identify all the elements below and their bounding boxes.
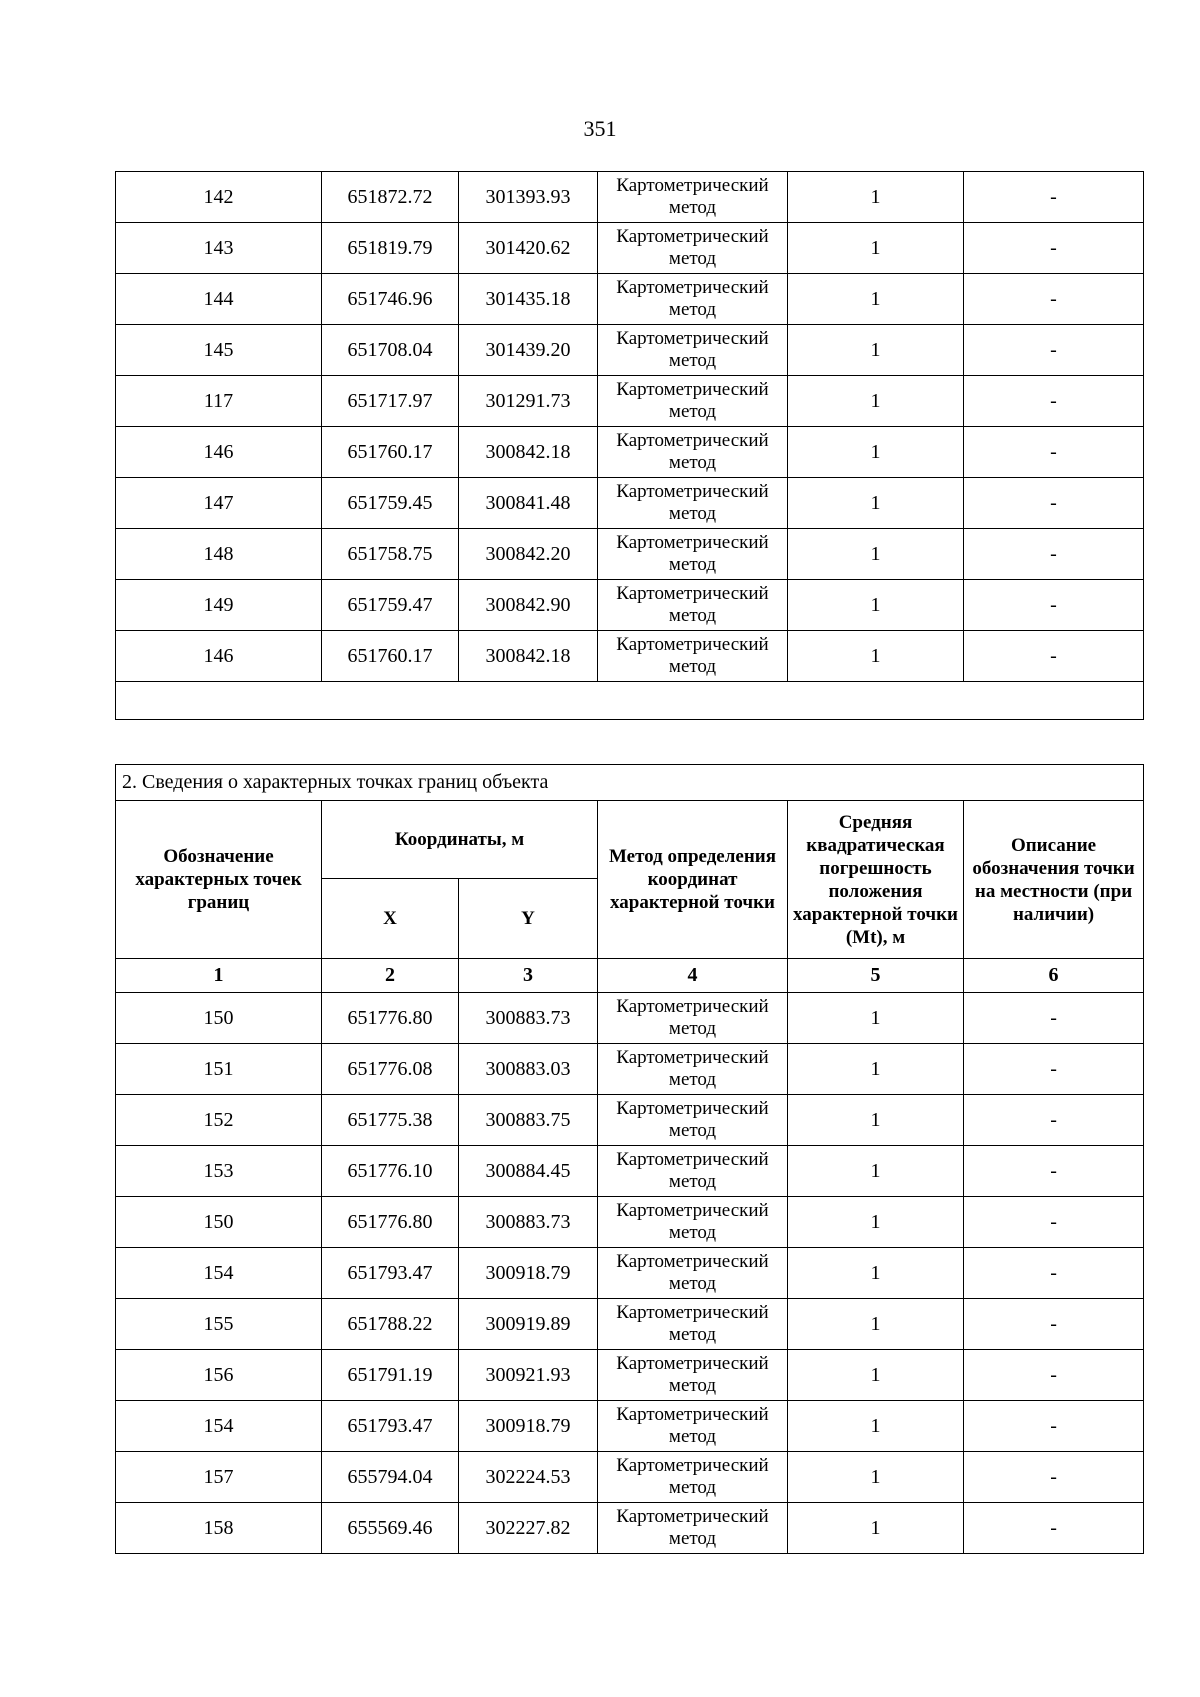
method-cell xyxy=(598,580,788,631)
point-cell: 146 xyxy=(116,631,322,682)
table-body xyxy=(116,172,1144,682)
error-cell: 1 xyxy=(788,993,964,1044)
point-cell: 158 xyxy=(116,1503,322,1554)
header-y: Y xyxy=(459,879,598,959)
description-cell: - xyxy=(964,1197,1144,1248)
y-cell: 300918.79 xyxy=(459,1248,598,1299)
method-line: метод xyxy=(668,401,717,422)
method-line: метод xyxy=(668,1222,717,1243)
method-line: метод xyxy=(668,350,717,371)
x-cell: 651788.22 xyxy=(322,1299,459,1350)
x-cell: 651759.47 xyxy=(322,580,459,631)
method-cell xyxy=(598,1146,788,1197)
y-cell: 301435.18 xyxy=(459,274,598,325)
method-line: метод xyxy=(668,1375,717,1396)
table-row xyxy=(116,993,1144,1044)
method-line: метод xyxy=(668,503,717,524)
method-line: метод xyxy=(668,1273,717,1294)
y-cell: 301439.20 xyxy=(459,325,598,376)
y-cell: 300841.48 xyxy=(459,478,598,529)
table-row xyxy=(116,1248,1144,1299)
point-cell: 142 xyxy=(116,172,322,223)
y-cell: 300883.73 xyxy=(459,993,598,1044)
method-cell xyxy=(598,1401,788,1452)
method-line: метод xyxy=(668,1477,717,1498)
method-cell xyxy=(598,1299,788,1350)
method-line: Картометрический xyxy=(616,1251,769,1272)
x-cell: 651760.17 xyxy=(322,427,459,478)
method-line: метод xyxy=(668,1069,717,1090)
point-cell: 146 xyxy=(116,427,322,478)
method-cell xyxy=(598,1248,788,1299)
y-cell: 300918.79 xyxy=(459,1401,598,1452)
y-cell: 300842.18 xyxy=(459,427,598,478)
description-cell: - xyxy=(964,376,1144,427)
x-cell: 651708.04 xyxy=(322,325,459,376)
method-cell xyxy=(598,274,788,325)
method-line: метод xyxy=(668,1324,717,1345)
point-cell: 151 xyxy=(116,1044,322,1095)
error-cell: 1 xyxy=(788,1197,964,1248)
x-cell: 651758.75 xyxy=(322,529,459,580)
method-line: Картометрический xyxy=(616,996,769,1017)
method-line: метод xyxy=(668,299,717,320)
table-row xyxy=(116,1197,1144,1248)
table-row xyxy=(116,631,1144,682)
description-cell: - xyxy=(964,1146,1144,1197)
error-cell: 1 xyxy=(788,580,964,631)
method-cell xyxy=(598,325,788,376)
method-line: Картометрический xyxy=(616,379,769,400)
method-line: Картометрический xyxy=(616,1302,769,1323)
error-cell: 1 xyxy=(788,223,964,274)
method-line: метод xyxy=(668,605,717,626)
method-cell xyxy=(598,376,788,427)
y-cell: 300842.18 xyxy=(459,631,598,682)
header-description: Описание обозначения точки на местности (при наличии) xyxy=(964,801,1144,959)
description-cell: - xyxy=(964,1248,1144,1299)
description-cell: - xyxy=(964,1299,1144,1350)
method-line: метод xyxy=(668,1528,717,1549)
method-line: Картометрический xyxy=(616,1149,769,1170)
error-cell: 1 xyxy=(788,1299,964,1350)
method-line: метод xyxy=(668,1120,717,1141)
column-number: 4 xyxy=(598,959,788,993)
description-cell: - xyxy=(964,1503,1144,1554)
x-cell: 651872.72 xyxy=(322,172,459,223)
x-cell: 651776.10 xyxy=(322,1146,459,1197)
table-row xyxy=(116,1401,1144,1452)
method-line: Картометрический xyxy=(616,430,769,451)
table-row xyxy=(116,478,1144,529)
error-cell: 1 xyxy=(788,1146,964,1197)
method-line: метод xyxy=(668,1018,717,1039)
description-cell: - xyxy=(964,1044,1144,1095)
column-number: 1 xyxy=(116,959,322,993)
x-cell: 651717.97 xyxy=(322,376,459,427)
header-method: Метод определения координат характерной точки xyxy=(598,801,788,959)
method-line: метод xyxy=(668,1171,717,1192)
method-line: метод xyxy=(668,248,717,269)
x-cell: 651759.45 xyxy=(322,478,459,529)
method-line: Картометрический xyxy=(616,634,769,655)
x-cell: 651793.47 xyxy=(322,1248,459,1299)
description-cell: - xyxy=(964,1452,1144,1503)
method-cell xyxy=(598,1452,788,1503)
error-cell: 1 xyxy=(788,1248,964,1299)
method-line: Картометрический xyxy=(616,1455,769,1476)
y-cell: 301291.73 xyxy=(459,376,598,427)
error-cell: 1 xyxy=(788,478,964,529)
header-point-designation: Обозначение характерных точек границ xyxy=(116,801,322,959)
method-cell xyxy=(598,427,788,478)
description-cell: - xyxy=(964,1095,1144,1146)
description-cell: - xyxy=(964,1350,1144,1401)
table-row xyxy=(116,223,1144,274)
table-row xyxy=(116,1146,1144,1197)
description-cell: - xyxy=(964,1401,1144,1452)
point-cell: 144 xyxy=(116,274,322,325)
header-x: X xyxy=(322,879,459,959)
description-cell: - xyxy=(964,631,1144,682)
method-line: Картометрический xyxy=(616,532,769,553)
method-cell xyxy=(598,993,788,1044)
method-cell xyxy=(598,1044,788,1095)
method-line: Картометрический xyxy=(616,1506,769,1527)
table-row xyxy=(116,1095,1144,1146)
table-row xyxy=(116,1044,1144,1095)
error-cell: 1 xyxy=(788,1350,964,1401)
x-cell: 651776.08 xyxy=(322,1044,459,1095)
method-line: Картометрический xyxy=(616,1098,769,1119)
column-number: 3 xyxy=(459,959,598,993)
description-cell: - xyxy=(964,529,1144,580)
description-cell: - xyxy=(964,223,1144,274)
table-row xyxy=(116,325,1144,376)
y-cell: 302227.82 xyxy=(459,1503,598,1554)
error-cell: 1 xyxy=(788,1095,964,1146)
method-line: метод xyxy=(668,1426,717,1447)
point-cell: 154 xyxy=(116,1248,322,1299)
method-line: Картометрический xyxy=(616,1200,769,1221)
table-row xyxy=(116,1503,1144,1554)
x-cell: 651793.47 xyxy=(322,1401,459,1452)
y-cell: 300883.73 xyxy=(459,1197,598,1248)
x-cell: 651791.19 xyxy=(322,1350,459,1401)
point-cell: 153 xyxy=(116,1146,322,1197)
y-cell: 300842.90 xyxy=(459,580,598,631)
x-cell: 655794.04 xyxy=(322,1452,459,1503)
table-row xyxy=(116,274,1144,325)
table-row xyxy=(116,1350,1144,1401)
method-cell xyxy=(598,1503,788,1554)
point-cell: 148 xyxy=(116,529,322,580)
y-cell: 301420.62 xyxy=(459,223,598,274)
point-cell: 117 xyxy=(116,376,322,427)
method-line: метод xyxy=(668,554,717,575)
error-cell: 1 xyxy=(788,1452,964,1503)
point-cell: 150 xyxy=(116,993,322,1044)
point-cell: 152 xyxy=(116,1095,322,1146)
point-cell: 149 xyxy=(116,580,322,631)
x-cell: 651775.38 xyxy=(322,1095,459,1146)
y-cell: 300842.20 xyxy=(459,529,598,580)
method-line: Картометрический xyxy=(616,175,769,196)
error-cell: 1 xyxy=(788,427,964,478)
point-cell: 145 xyxy=(116,325,322,376)
description-cell: - xyxy=(964,580,1144,631)
point-cell: 150 xyxy=(116,1197,322,1248)
table-title: 2. Сведения о характерных точках границ объекта xyxy=(116,765,1144,801)
error-cell: 1 xyxy=(788,1401,964,1452)
column-number: 6 xyxy=(964,959,1144,993)
method-line: Картометрический xyxy=(616,481,769,502)
method-cell xyxy=(598,631,788,682)
point-cell: 155 xyxy=(116,1299,322,1350)
table-row xyxy=(116,1452,1144,1503)
description-cell: - xyxy=(964,325,1144,376)
method-line: Картометрический xyxy=(616,328,769,349)
description-cell: - xyxy=(964,274,1144,325)
table-row xyxy=(116,172,1144,223)
page-number: 351 xyxy=(583,116,617,141)
error-cell: 1 xyxy=(788,1503,964,1554)
point-cell: 147 xyxy=(116,478,322,529)
table-row xyxy=(116,529,1144,580)
error-cell: 1 xyxy=(788,529,964,580)
point-cell: 143 xyxy=(116,223,322,274)
method-line: Картометрический xyxy=(616,226,769,247)
y-cell: 300921.93 xyxy=(459,1350,598,1401)
method-cell xyxy=(598,1350,788,1401)
method-cell xyxy=(598,529,788,580)
header-coordinates: Координаты, м xyxy=(322,801,598,879)
point-cell: 156 xyxy=(116,1350,322,1401)
description-cell: - xyxy=(964,427,1144,478)
y-cell: 300883.75 xyxy=(459,1095,598,1146)
column-number: 2 xyxy=(322,959,459,993)
x-cell: 651776.80 xyxy=(322,1197,459,1248)
description-cell: - xyxy=(964,478,1144,529)
boundary-points-table xyxy=(115,764,1144,1554)
error-cell: 1 xyxy=(788,631,964,682)
method-cell xyxy=(598,223,788,274)
description-cell: - xyxy=(964,172,1144,223)
table-row xyxy=(116,1299,1144,1350)
method-line: Картометрический xyxy=(616,1353,769,1374)
method-line: метод xyxy=(668,197,717,218)
error-cell: 1 xyxy=(788,376,964,427)
error-cell: 1 xyxy=(788,1044,964,1095)
method-line: Картометрический xyxy=(616,277,769,298)
table-body xyxy=(116,993,1144,1554)
method-line: Картометрический xyxy=(616,1047,769,1068)
boundary-points-table-continued xyxy=(115,171,1144,720)
y-cell: 300884.45 xyxy=(459,1146,598,1197)
y-cell: 300919.89 xyxy=(459,1299,598,1350)
header-error: Средняя квадратическая погрешность положения характерной точки (Mt), м xyxy=(788,801,964,959)
method-line: Картометрический xyxy=(616,583,769,604)
method-line: метод xyxy=(668,452,717,473)
x-cell: 655569.46 xyxy=(322,1503,459,1554)
method-cell xyxy=(598,1095,788,1146)
table-row xyxy=(116,376,1144,427)
method-line: Картометрический xyxy=(616,1404,769,1425)
method-cell xyxy=(598,172,788,223)
error-cell: 1 xyxy=(788,274,964,325)
error-cell: 1 xyxy=(788,172,964,223)
table-row xyxy=(116,427,1144,478)
error-cell: 1 xyxy=(788,325,964,376)
empty-cell xyxy=(116,682,1144,720)
empty-row xyxy=(116,682,1144,720)
point-cell: 154 xyxy=(116,1401,322,1452)
x-cell: 651760.17 xyxy=(322,631,459,682)
method-line: метод xyxy=(668,656,717,677)
y-cell: 301393.93 xyxy=(459,172,598,223)
table-row xyxy=(116,580,1144,631)
x-cell: 651819.79 xyxy=(322,223,459,274)
column-number: 5 xyxy=(788,959,964,993)
method-cell xyxy=(598,478,788,529)
point-cell: 157 xyxy=(116,1452,322,1503)
x-cell: 651776.80 xyxy=(322,993,459,1044)
y-cell: 302224.53 xyxy=(459,1452,598,1503)
method-cell xyxy=(598,1197,788,1248)
x-cell: 651746.96 xyxy=(322,274,459,325)
y-cell: 300883.03 xyxy=(459,1044,598,1095)
description-cell: - xyxy=(964,993,1144,1044)
